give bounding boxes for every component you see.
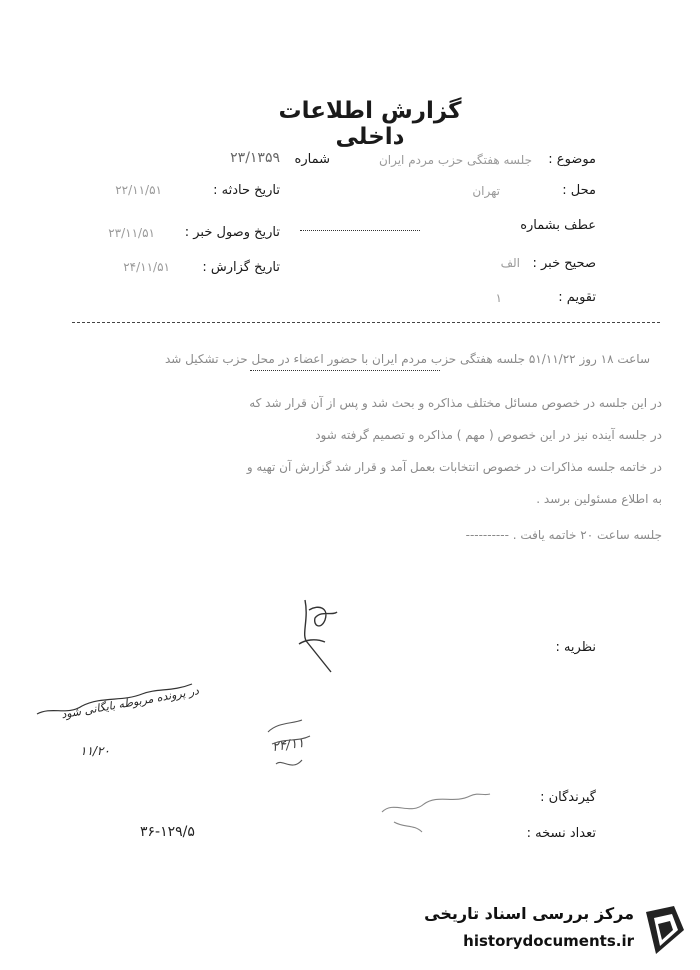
subject-value: جلسه هفتگی حزب مردم ایران <box>378 153 532 167</box>
website-text: historydocuments.ir <box>463 932 634 950</box>
recipients-label: گیرندگان : <box>540 790 596 805</box>
report-date-value: ۲۴/۱۱/۵۱ <box>123 260 170 274</box>
archive-logo-icon <box>640 904 688 956</box>
copies-label: تعداد نسخه : <box>526 826 596 841</box>
handwritten-note-number: ۱۱/۲۰ <box>80 744 110 758</box>
news-received-label: تاریخ وصول خبر : <box>184 225 280 240</box>
report-date-label: تاریخ گزارش : <box>202 260 280 275</box>
header-divider <box>72 322 660 323</box>
footer-watermark <box>410 898 690 960</box>
reference-dotted-line <box>300 230 420 231</box>
number-label: شماره <box>294 152 330 167</box>
number-value: ۲۳/۱۳۵۹ <box>230 150 280 166</box>
document-title: گزارش اطلاعات داخلی <box>278 98 462 150</box>
body-line: ساعت ۱۸ روز ۵۱/۱۱/۲۲ جلسه هفتگی حزب مردم ایران با حضور اعضاء در محل حزب تشکیل شد <box>165 352 650 366</box>
evaluation-label: تقویم : <box>558 290 596 305</box>
signature-mark <box>285 580 375 680</box>
stamp-scribble <box>262 712 332 778</box>
handwritten-scribble <box>32 676 202 726</box>
reference-label: عطف بشماره <box>520 218 596 233</box>
accuracy-label: صحیح خبر : <box>532 256 596 271</box>
body-line: در خاتمه جلسه مذاکرات در خصوص انتخابات بعمل آمد و قرار شد گزارش آن تهیه و <box>246 460 662 474</box>
place-value: تهران <box>472 184 500 198</box>
body-underline <box>250 370 440 371</box>
comment-label: نظریه : <box>555 640 596 655</box>
incident-date-value: ۲۲/۱۱/۵۱ <box>115 183 162 197</box>
archive-number: ۳۶-۱۲۹/۵ <box>140 824 195 840</box>
body-line: در جلسه آینده نیز در این خصوص ( مهم ) مذاکره و تصمیم گرفته شود <box>315 428 662 442</box>
accuracy-value: الف <box>500 256 520 270</box>
handwritten-note: در پرونده مربوطه بایگانی شود <box>60 684 200 722</box>
center-name: مرکز بررسی اسناد تاریخی <box>424 904 634 923</box>
subject-label: موضوع : <box>548 152 596 167</box>
body-line: در این جلسه در خصوص مسائل مختلف مذاکره و بحث شد و پس از آن قرار شد که <box>249 396 662 410</box>
recipients-scribble <box>374 782 494 842</box>
stamp-mark: ۲۴/۱۱ <box>271 735 306 756</box>
incident-date-label: تاریخ حادثه : <box>213 183 280 198</box>
evaluation-value: ۱ <box>495 291 502 305</box>
place-label: محل : <box>562 183 596 198</box>
body-line: جلسه ساعت ۲۰ خاتمه یافت . ---------- <box>465 528 662 542</box>
body-line: به اطلاع مسئولین برسد . <box>536 492 662 506</box>
news-received-value: ۲۳/۱۱/۵۱ <box>108 226 155 240</box>
